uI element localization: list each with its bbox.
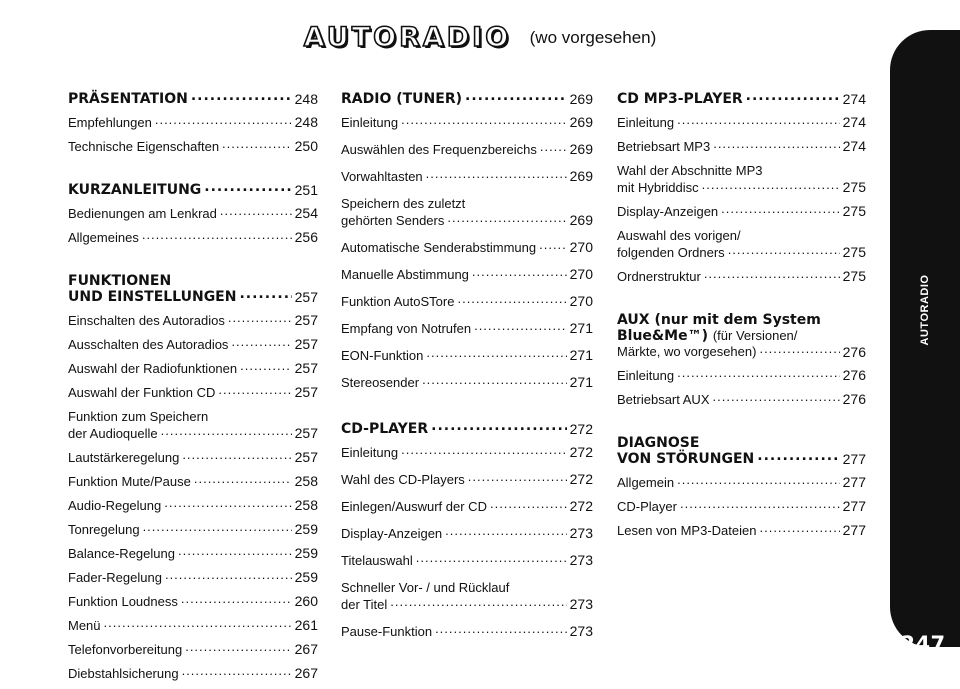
leader-dots [143, 518, 292, 535]
leader-dots [721, 200, 839, 217]
leader-dots [677, 111, 840, 128]
toc-page-number: 256 [294, 229, 318, 245]
toc-entry-row [68, 138, 318, 155]
section-gap [617, 415, 866, 435]
toc-entry[interactable] [617, 522, 866, 539]
toc-page-number: 272 [569, 444, 593, 460]
leader-dots [220, 202, 292, 219]
leader-dots [194, 470, 292, 487]
leader-dots [468, 468, 567, 485]
leader-dots [746, 88, 840, 104]
toc-entry[interactable] [68, 545, 318, 562]
toc-page-number: 275 [842, 244, 866, 260]
leader-dots [165, 566, 292, 583]
toc-section-heading[interactable] [617, 312, 866, 360]
toc-entry[interactable] [617, 391, 866, 408]
leader-dots [677, 364, 840, 381]
toc-entry[interactable] [341, 293, 593, 310]
toc-entry[interactable] [341, 195, 593, 229]
toc-entry[interactable] [341, 320, 593, 337]
toc-entry[interactable] [68, 617, 318, 634]
toc-entry-row [617, 391, 866, 408]
toc-entry-label: KURZANLEITUNG [68, 182, 202, 198]
toc-entry-label: Auswählen des Frequenzbereichs [341, 142, 537, 157]
toc-entry[interactable] [68, 449, 318, 466]
leader-dots [142, 226, 292, 243]
toc-page-number: 259 [294, 569, 318, 585]
toc-entry-label: Pause-Funktion [341, 624, 433, 639]
toc-entry-label: Funktion Loudness [68, 594, 178, 609]
toc-entry-row [617, 179, 866, 196]
page-number: 247 [900, 632, 946, 656]
toc-entry-label: Bedienungen am Lenkrad [68, 206, 217, 221]
toc-page-number: 269 [569, 114, 593, 130]
toc-entry-label: der Titel [341, 597, 388, 612]
toc-entry-label: Auswahl der Radiofunktionen [68, 361, 238, 376]
toc-entry-line: FUNKTIONEN [68, 273, 172, 289]
leader-dots [680, 495, 840, 512]
toc-entry-label: Empfang von Notrufen [341, 321, 472, 336]
toc-entry-row [68, 569, 318, 586]
toc-entry-label: Betriebsart AUX [617, 392, 710, 407]
toc-page-number: 269 [569, 212, 593, 228]
toc-entry-row [617, 498, 866, 515]
toc-page-number: 260 [294, 593, 318, 609]
toc-entry-label: Balance-Regelung [68, 546, 175, 561]
leader-dots [401, 111, 567, 128]
toc-entry-line: Funktion zum Speichern [68, 409, 209, 424]
toc-page-number: 271 [569, 320, 593, 336]
toc-section-heading[interactable] [68, 91, 318, 107]
toc-entry-row [68, 473, 318, 490]
leader-dots [228, 309, 292, 326]
toc-entry-row [617, 344, 866, 360]
toc-page-number: 274 [842, 91, 866, 107]
toc-entry[interactable] [68, 408, 318, 442]
toc-entry-label: Allgemein [617, 475, 675, 490]
toc-entry-row [341, 212, 593, 229]
leader-dots [539, 236, 567, 253]
toc-entry-label: Vorwahltasten [341, 169, 423, 184]
toc-page-number: 276 [842, 367, 866, 383]
leader-dots [426, 165, 567, 182]
toc-entry-row [68, 384, 318, 401]
toc-column-1 [68, 91, 318, 689]
toc-page-number: 271 [569, 374, 593, 390]
toc-page-number: 248 [294, 114, 318, 130]
toc-entry-label: Betriebsart MP3 [617, 139, 711, 154]
toc-entry-label: EON-Funktion [341, 348, 424, 363]
toc-page-number: 257 [294, 312, 318, 328]
toc-entry[interactable] [341, 444, 593, 461]
toc-section-heading[interactable] [341, 421, 593, 437]
toc-page-number: 248 [294, 91, 318, 107]
toc-page-number: 257 [294, 360, 318, 376]
toc-entry-row [341, 374, 593, 391]
toc-page-number: 275 [842, 268, 866, 284]
toc-page-number: 276 [842, 344, 866, 360]
toc-entry[interactable] [341, 623, 593, 640]
leader-dots [181, 590, 292, 607]
toc-page-number: 275 [842, 203, 866, 219]
leader-dots [178, 542, 292, 559]
toc-page-number: 267 [294, 665, 318, 681]
leader-dots [704, 265, 840, 282]
toc-page-number: 257 [294, 336, 318, 352]
toc-page-number: 270 [569, 239, 593, 255]
toc-entry-label: Ordnerstruktur [617, 269, 701, 284]
toc-entry[interactable] [617, 474, 866, 491]
toc-page-number: 257 [294, 449, 318, 465]
toc-entry[interactable] [68, 593, 318, 610]
toc-page-number: 276 [842, 391, 866, 407]
toc-entry-label: gehörten Senders [341, 213, 445, 228]
toc-entry-label: Stereosender [341, 375, 420, 390]
toc-entry[interactable] [617, 138, 866, 155]
leader-dots [457, 290, 566, 307]
page-header [0, 22, 960, 53]
toc-entry[interactable] [617, 162, 866, 196]
toc-entry-row [68, 545, 318, 562]
toc-entry-row [68, 521, 318, 538]
toc-entry-row [68, 641, 318, 658]
toc-entry-label: VON STÖRUNGEN [617, 451, 755, 467]
toc-page-number: 277 [842, 474, 866, 490]
toc-page-number: 275 [842, 179, 866, 195]
toc-page-number: 274 [842, 138, 866, 154]
toc-heading-text: Blue&Me™) [617, 328, 708, 344]
toc-entry-line: Wahl der Abschnitte MP3 [617, 163, 763, 178]
toc-entry-label: PRÄSENTATION [68, 91, 188, 107]
toc-entry-row [341, 91, 593, 107]
toc-entry-label: Manuelle Abstimmung [341, 267, 469, 282]
toc-entry[interactable] [617, 498, 866, 515]
toc-entry-row [341, 525, 593, 542]
toc-entry-row [341, 623, 593, 640]
toc-entry-row [617, 244, 866, 261]
toc-entry-label: Automatische Senderabstimmung [341, 240, 537, 255]
leader-dots [239, 286, 291, 302]
section-tab-label: AUTORADIO [919, 274, 931, 346]
toc-entry[interactable] [68, 114, 318, 131]
toc-page-number: 270 [569, 293, 593, 309]
toc-entry[interactable] [68, 312, 318, 329]
toc-entry-row [341, 266, 593, 283]
toc-section-heading[interactable] [617, 435, 866, 467]
toc-entry-row [68, 665, 318, 682]
toc-page-number: 274 [842, 114, 866, 130]
toc-page-number: 258 [294, 473, 318, 489]
leader-dots [465, 88, 567, 104]
leader-dots [204, 179, 291, 195]
leader-dots [431, 418, 567, 434]
toc-page-number: 272 [569, 421, 593, 437]
leader-dots [416, 549, 567, 566]
toc-entry-label: UND EINSTELLUNGEN [68, 289, 237, 305]
toc-entry-row [341, 498, 593, 515]
toc-entry[interactable] [341, 114, 593, 131]
toc-page-number: 277 [842, 522, 866, 538]
leader-dots [445, 522, 566, 539]
toc-entry-label: CD MP3-PLAYER [617, 91, 743, 107]
toc-entry-label: CD-PLAYER [341, 421, 429, 437]
toc-heading-note: (für Versionen/ [712, 328, 798, 343]
toc-entry[interactable] [341, 579, 593, 613]
toc-entry-row [617, 367, 866, 384]
toc-entry[interactable] [68, 473, 318, 490]
leader-dots [401, 441, 567, 458]
toc-page-number: 273 [569, 623, 593, 639]
toc-entry-label: Telefonvorbereitung [68, 642, 183, 657]
toc-entry[interactable] [341, 239, 593, 256]
toc-entry[interactable] [68, 360, 318, 377]
toc-entry-label: CD-Player [617, 499, 677, 514]
toc-page-number: 271 [569, 347, 593, 363]
leader-dots [222, 135, 292, 152]
toc-entry-label: Display-Anzeigen [341, 526, 443, 541]
toc-entry-row [617, 451, 866, 467]
toc-page-number: 277 [842, 451, 866, 467]
toc-entry-row [68, 312, 318, 329]
toc-entry-row [341, 347, 593, 364]
toc-entry-row [68, 336, 318, 353]
leader-dots [490, 495, 567, 512]
leader-dots [702, 176, 840, 193]
toc-entry[interactable] [341, 141, 593, 158]
toc-entry-label: Tonregelung [68, 522, 140, 537]
toc-entry-row [68, 360, 318, 377]
leader-dots [426, 344, 566, 361]
leader-dots [182, 662, 292, 679]
toc-entry[interactable] [68, 205, 318, 222]
toc-entry-line: Auswahl des vorigen/ [617, 228, 741, 243]
toc-entry[interactable] [341, 498, 593, 515]
toc-entry[interactable] [341, 347, 593, 364]
toc-entry[interactable] [68, 229, 318, 246]
leader-dots [182, 446, 291, 463]
toc-entry-row [68, 182, 318, 198]
toc-entry[interactable] [617, 203, 866, 220]
page-subtitle: (wo vorgesehen) [529, 27, 657, 47]
toc-entry-label: Auswahl der Funktion CD [68, 385, 216, 400]
section-gap [617, 292, 866, 312]
toc-page-number: 273 [569, 596, 593, 612]
toc-entry[interactable] [68, 569, 318, 586]
toc-entry-label: der Audioquelle [68, 426, 158, 441]
toc-entry-row [68, 617, 318, 634]
toc-page-number: 257 [294, 425, 318, 441]
toc-column-2 [341, 91, 593, 650]
toc-entry-label: Märkte, wo vorgesehen) [617, 344, 757, 359]
toc-entry-label: Allgemeines [68, 230, 139, 245]
toc-page-number: 277 [842, 498, 866, 514]
leader-dots [713, 135, 839, 152]
leader-dots [164, 494, 291, 511]
leader-dots [185, 638, 291, 655]
toc-entry-row [341, 239, 593, 256]
toc-entry-label: Einschalten des Autoradios [68, 313, 225, 328]
toc-page-number: 257 [294, 289, 318, 305]
leader-dots [240, 357, 292, 374]
toc-entry-row [68, 289, 318, 305]
toc-entry-label: Lesen von MP3-Dateien [617, 523, 757, 538]
toc-entry[interactable] [68, 521, 318, 538]
toc-entry[interactable] [617, 227, 866, 261]
toc-page-number: 269 [569, 91, 593, 107]
toc-page-number: 269 [569, 168, 593, 184]
leader-dots [728, 241, 840, 258]
toc-entry-row [617, 114, 866, 131]
toc-page-number: 259 [294, 521, 318, 537]
toc-entry-label: folgenden Ordners [617, 245, 725, 260]
toc-entry-label: Ausschalten des Autoradios [68, 337, 229, 352]
toc-entry[interactable] [68, 336, 318, 353]
toc-entry-label: Technische Eigenschaften [68, 139, 220, 154]
toc-page-number: 267 [294, 641, 318, 657]
toc-entry-label: Diebstahlsicherung [68, 666, 179, 681]
toc-entry-row [341, 471, 593, 488]
toc-section-heading[interactable] [68, 273, 318, 305]
toc-page-number: 258 [294, 497, 318, 513]
toc-page-number: 254 [294, 205, 318, 221]
section-gap [68, 253, 318, 273]
toc-page-number: 273 [569, 525, 593, 541]
toc-entry-row [617, 474, 866, 491]
leader-dots [677, 471, 840, 488]
toc-entry[interactable] [68, 497, 318, 514]
toc-page-number: 251 [294, 182, 318, 198]
toc-heading-line: AUX (nur mit dem System [617, 312, 821, 328]
toc-column-3 [617, 91, 866, 546]
toc-entry-label: Audio-Regelung [68, 498, 162, 513]
leader-dots [474, 317, 567, 334]
toc-entry-label: Titelauswahl [341, 553, 413, 568]
toc-entry[interactable] [341, 552, 593, 569]
leader-dots [104, 614, 292, 631]
toc-entry[interactable] [68, 384, 318, 401]
leader-dots [713, 388, 840, 405]
leader-dots [759, 341, 839, 357]
toc-entry-row [341, 552, 593, 569]
toc-entry-row [341, 596, 593, 613]
toc-page-number: 259 [294, 545, 318, 561]
leader-dots [472, 263, 567, 280]
toc-entry-row [68, 205, 318, 222]
leader-dots [161, 422, 292, 439]
toc-entry-row [341, 114, 593, 131]
toc-entry-label: Menü [68, 618, 101, 633]
toc-entry-label: Wahl des CD-Players [341, 472, 465, 487]
toc-entry-row [341, 421, 593, 437]
toc-entry-label: Empfehlungen [68, 115, 152, 130]
toc-entry[interactable] [341, 374, 593, 391]
toc-section-heading[interactable] [617, 91, 866, 107]
toc-page-number: 269 [569, 141, 593, 157]
toc-page-number: 257 [294, 384, 318, 400]
toc-entry-row [341, 293, 593, 310]
leader-dots [422, 371, 567, 388]
toc-entry-label: Display-Anzeigen [617, 204, 719, 219]
leader-dots [390, 593, 566, 610]
toc-entry-row [341, 320, 593, 337]
toc-entry-row [617, 268, 866, 285]
toc-entry-label: Einleitung [341, 445, 399, 460]
toc-entry-row [341, 141, 593, 158]
toc-entry-row [617, 522, 866, 539]
toc-entry-row [617, 91, 866, 107]
toc-entry-label: Einleitung [617, 368, 675, 383]
toc-entry-row [68, 497, 318, 514]
toc-page-number: 272 [569, 471, 593, 487]
toc-entry[interactable] [341, 525, 593, 542]
leader-dots [155, 111, 292, 128]
leader-dots [540, 138, 567, 155]
toc-entry-line: DIAGNOSE [617, 435, 700, 451]
toc-entry[interactable] [68, 138, 318, 155]
toc-page-number: 261 [294, 617, 318, 633]
leader-dots [191, 88, 292, 104]
leader-dots [757, 448, 839, 464]
toc-entry-label: Funktion AutoSTore [341, 294, 455, 309]
toc-entry-line: Schneller Vor- / und Rücklauf [341, 580, 510, 595]
toc-entry[interactable] [341, 266, 593, 283]
toc-entry-label: Funktion Mute/Pause [68, 474, 191, 489]
toc-section-heading[interactable] [68, 182, 318, 198]
toc-page-number: 272 [569, 498, 593, 514]
toc-entry[interactable] [617, 367, 866, 384]
toc-entry-label: Lautstärkeregelung [68, 450, 180, 465]
section-tab [890, 30, 960, 647]
toc-page-number: 270 [569, 266, 593, 282]
toc-entry-label: Einleitung [617, 115, 675, 130]
toc-section-heading[interactable] [341, 91, 593, 107]
toc-entry-line: Speichern des zuletzt [341, 196, 466, 211]
toc-entry-row [68, 114, 318, 131]
toc-entry-row [617, 138, 866, 155]
leader-dots [231, 333, 291, 350]
toc-entry-label: mit Hybriddisc [617, 180, 699, 195]
toc-entry-row [341, 444, 593, 461]
leader-dots [218, 381, 291, 398]
toc-page-number: 250 [294, 138, 318, 154]
toc-entry-row [68, 593, 318, 610]
toc-entry-row [68, 229, 318, 246]
toc-entry-row [68, 449, 318, 466]
page-title: AUTORADIO [303, 22, 512, 53]
toc-entry-label: Einlegen/Auswurf der CD [341, 499, 487, 514]
leader-dots [759, 519, 839, 536]
toc-entry-label: Einleitung [341, 115, 399, 130]
leader-dots [435, 620, 567, 637]
toc-entry-row [341, 168, 593, 185]
toc-entry-row [68, 425, 318, 442]
toc-entry[interactable] [68, 665, 318, 682]
toc-entry-row [617, 203, 866, 220]
toc-entry-label: RADIO (TUNER) [341, 91, 462, 107]
toc-entry[interactable] [617, 114, 866, 131]
toc-entry-row [68, 91, 318, 107]
toc-entry[interactable] [341, 168, 593, 185]
toc-entry[interactable] [617, 268, 866, 285]
toc-entry[interactable] [68, 641, 318, 658]
toc-entry-label: Fader-Regelung [68, 570, 162, 585]
leader-dots [447, 209, 566, 226]
toc-entry[interactable] [341, 471, 593, 488]
toc-page-number: 273 [569, 552, 593, 568]
